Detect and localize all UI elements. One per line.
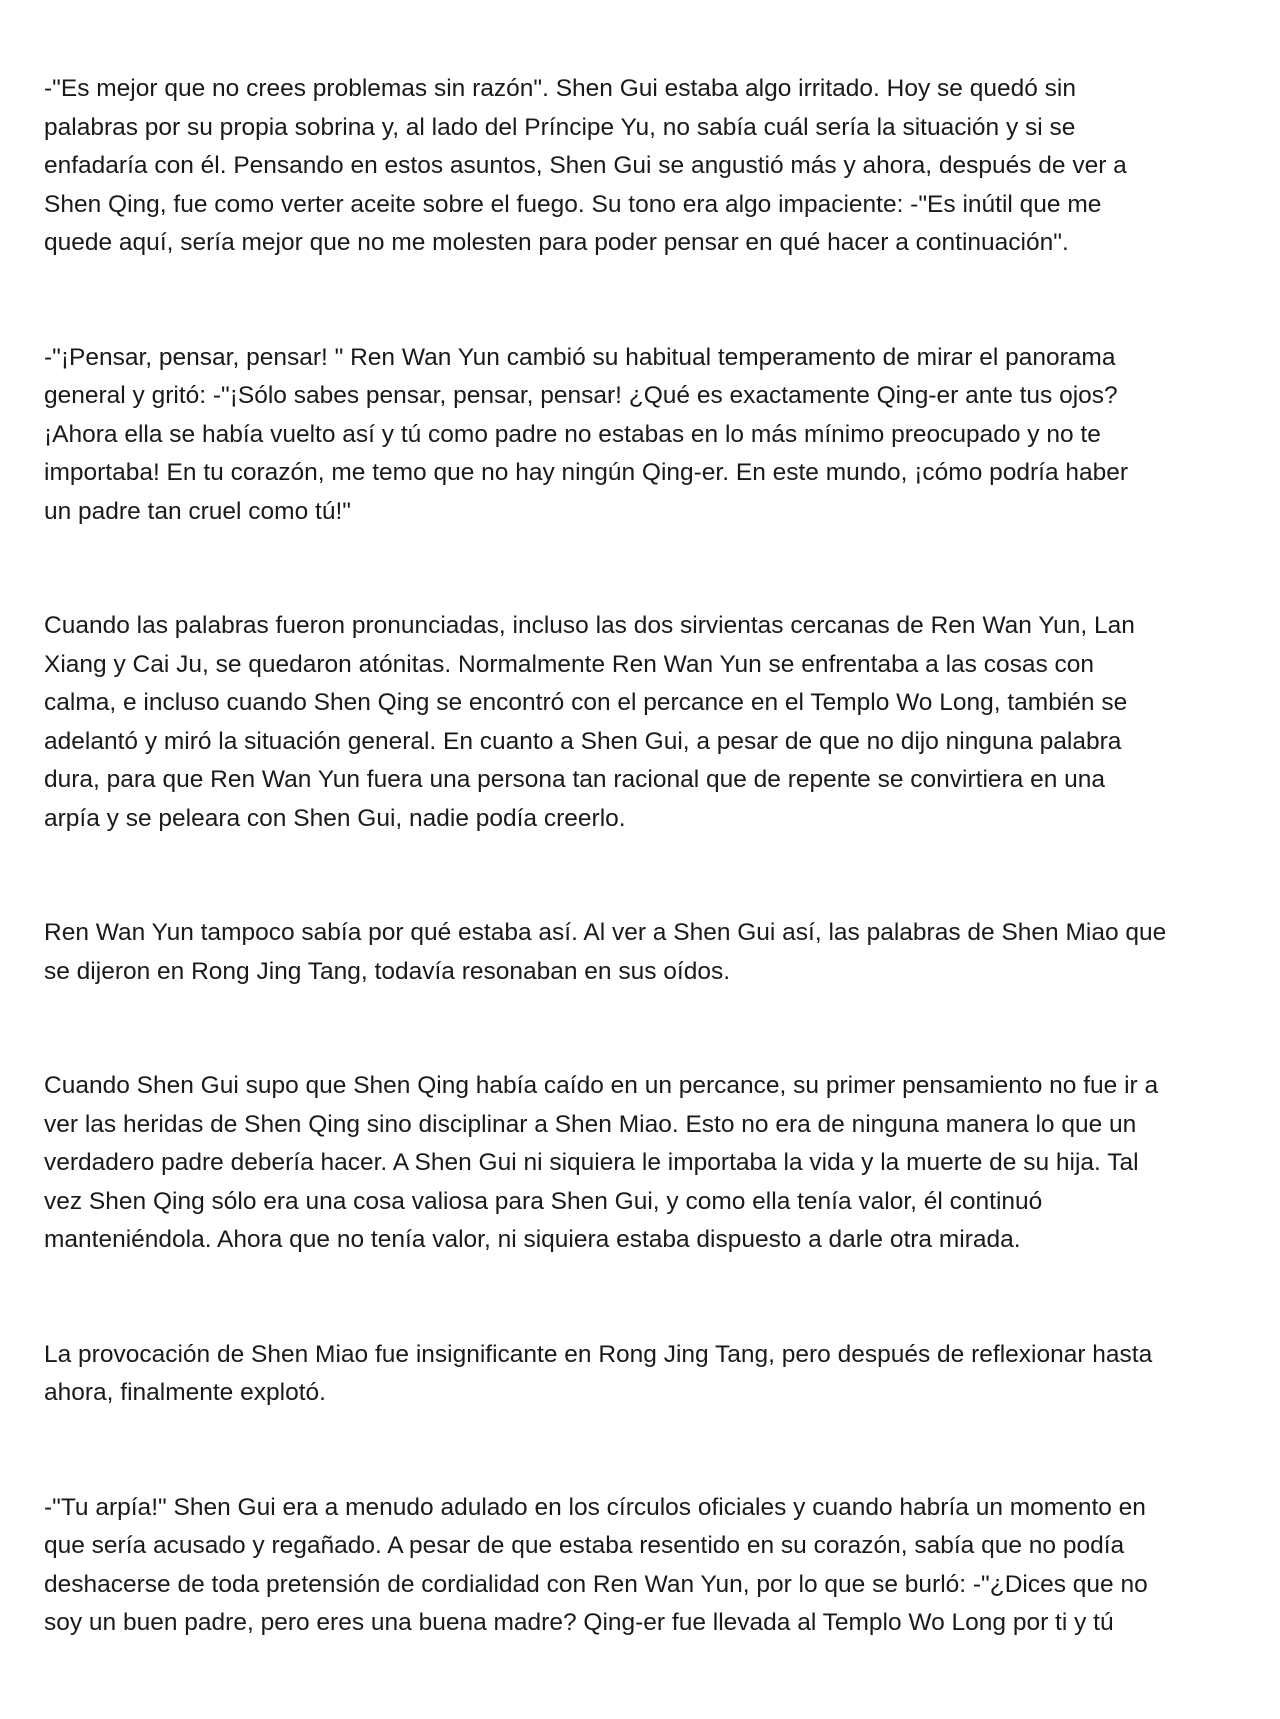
text-line: dura, para que Ren Wan Yun fuera una persona tan racional que de repente se convirtiera en una (44, 766, 1106, 793)
text-line: La provocación de Shen Miao fue insignificante en Rong Jing Tang, pero después de reflexionar hasta (44, 1340, 1153, 1368)
text-line: -"Tu arpía!" Shen Gui era a menudo adulado en los círculos oficiales y cuando habría un momento en (44, 1493, 1146, 1521)
text-line: soy un buen padre, pero eres una buena madre? Qing-er fue llevada al Templo Wo Long por ti y tú (44, 1609, 1114, 1636)
paragraph-5 (44, 1067, 1244, 1260)
paragraph-4 (44, 914, 1244, 991)
text-line: ver las heridas de Shen Qing sino disciplinar a Shen Miao. Esto no era de ninguna manera lo que un (44, 1110, 1137, 1138)
document-page (44, 70, 1244, 1719)
text-line: manteniéndola. Ahora que no tenía valor, ni siquiera estaba dispuesto a darle otra mirada. (44, 1226, 1021, 1253)
text-line: -"Es mejor que no crees problemas sin razón". Shen Gui estaba algo irritado. Hoy se quedó sin (44, 75, 1076, 102)
text-line: Ren Wan Yun tampoco sabía por qué estaba así. Al ver a Shen Gui así, las palabras de Shen Miao que (44, 919, 1167, 946)
text-line: general y gritó: -"¡Sólo sabes pensar, pensar, pensar! ¿Qué es exactamente Qing-er ante tus ojos? (44, 382, 1118, 409)
paragraph-6 (44, 1336, 1244, 1413)
text-line: verdadero padre debería hacer. A Shen Gui ni siquiera le importaba la vida y la muerte de su hija. Tal (44, 1149, 1139, 1176)
text-line: vez Shen Qing sólo era una cosa valiosa para Shen Gui, y como ella tenía valor, él continuó (44, 1187, 1043, 1215)
text-line: Shen Qing, fue como verter aceite sobre el fuego. Su tono era algo impaciente: -"Es inútil que me (44, 190, 1102, 218)
text-line: que sería acusado y regañado. A pesar de que estaba resentido en su corazón, sabía que no podía (44, 1532, 1125, 1559)
text-line: palabras por su propia sobrina y, al lado del Príncipe Yu, no sabía cuál sería la situación y si se (44, 113, 1076, 141)
paragraph-1 (44, 70, 1244, 263)
text-line: calma, e incluso cuando Shen Qing se encontró con el percance en el Templo Wo Long, también se (44, 689, 1128, 716)
text-line: enfadaría con él. Pensando en estos asuntos, Shen Gui se angustió más y ahora, después de ver a (44, 152, 1127, 179)
text-line: deshacerse de toda pretensión de cordialidad con Ren Wan Yun, por lo que se burló: -"¿Dices que no (44, 1570, 1148, 1598)
text-line: Cuando las palabras fueron pronunciadas, incluso las dos sirvientas cercanas de Ren Wan Yun, Lan (44, 612, 1135, 639)
text-line: Cuando Shen Gui supo que Shen Qing había caído en un percance, su primer pensamiento no fue ir a (44, 1072, 1159, 1099)
text-line: importaba! En tu corazón, me temo que no hay ningún Qing-er. En este mundo, ¡cómo podría haber (44, 459, 1129, 486)
text-line: adelantó y miró la situación general. En cuanto a Shen Gui, a pesar de que no dijo ninguna palabra (44, 727, 1122, 755)
text-line: se dijeron en Rong Jing Tang, todavía resonaban en sus oídos. (44, 957, 731, 985)
text-line: Xiang y Cai Ju, se quedaron atónitas. Normalmente Ren Wan Yun se enfrentaba a las cosas con (44, 650, 1095, 678)
text-line: ahora, finalmente explotó. (44, 1379, 326, 1406)
paragraph-2 (44, 339, 1244, 532)
paragraph-7 (44, 1489, 1244, 1643)
text-line: arpía y se peleara con Shen Gui, nadie podía creerlo. (44, 804, 626, 832)
text-line: quede aquí, sería mejor que no me molesten para poder pensar en qué hacer a continuación". (44, 229, 1069, 256)
text-line: ¡Ahora ella se había vuelto así y tú como padre no estabas en lo más mínimo preocupado y no te (44, 420, 1101, 448)
text-line: -"¡Pensar, pensar, pensar! " Ren Wan Yun cambió su habitual temperamento de mirar el panorama (44, 343, 1116, 371)
paragraph-3 (44, 607, 1244, 838)
text-line: un padre tan cruel como tú!" (44, 497, 351, 525)
